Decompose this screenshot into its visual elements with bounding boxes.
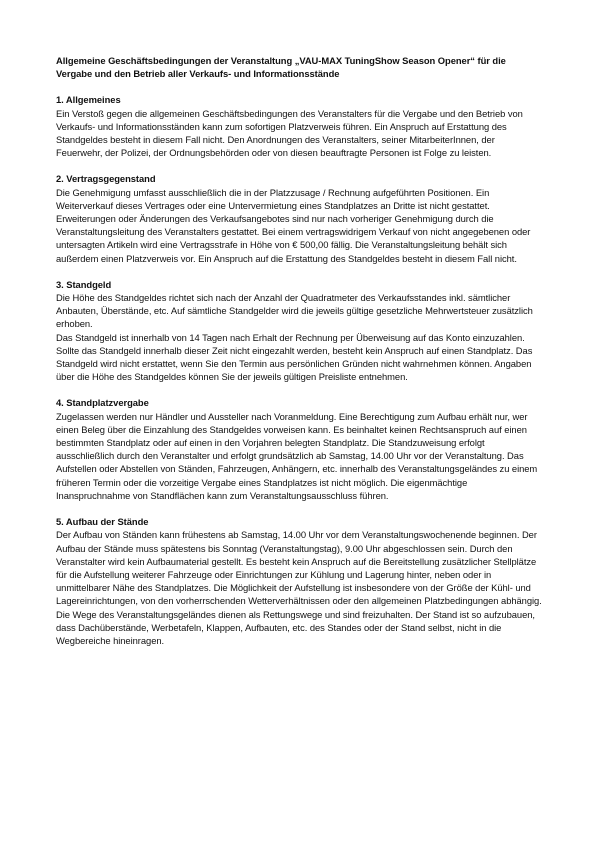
section-vertragsgegenstand [56, 172, 542, 264]
section-body [56, 107, 542, 160]
section-heading: 2. Vertragsgegenstand [56, 173, 156, 185]
section-heading: 5. Aufbau der Stände [56, 516, 149, 528]
document-page [56, 54, 542, 660]
section-body [56, 291, 542, 383]
paragraph: Das Standgeld ist innerhalb von 14 Tagen nach Erhalt der Rechnung per Überweisung auf das Konto einzuzahlen. Sollte das Standgeld innerhalb dieser Zeit nicht eingezahlt werden, besteht kein Anspruch auf einen Standplatz. Das Standgeld wird nicht erstattet, wenn Sie den Termin aus persönlichen Gründen nicht wahrnehmen können. Angaben über die Höhe des Standgeldes können Sie der jeweils gültigen Preisliste entnehmen. [56, 331, 533, 383]
paragraph: Die Höhe des Standgeldes richtet sich nach der Anzahl der Quadratmeter des Verkaufsstandes inkl. sämtlicher Anbauten, Überstände, etc. Auf sämtliche Standgelder wird die jeweils gültige gesetzliche Mehrwertsteuer zusätzlich erhoben. [56, 292, 533, 330]
section-body [56, 528, 542, 647]
section-standgeld [56, 278, 542, 384]
section-aufbau-der-staende [56, 515, 542, 647]
section-heading: 3. Standgeld [56, 278, 112, 290]
paragraph: Die Genehmigung umfasst ausschließlich die in der Platzzusage / Rechnung aufgeführten Positionen. Ein Weiterverkauf dieses Vertrages oder eine Untervermietung eines Standplatzes an Dritte ist nicht gestattet. Erweiterungen oder Änderungen des Verkaufsangebotes sind nur nach vorheriger Genehmigung durch die Veranstaltungsleitung des Veranstalters gestattet. Bei einem vertragswidrigem Verkauf von nicht angegebenen oder untersagten Artikeln wird eine Vertragsstrafe in Höhe von € 500,00 fällig. Die Veranstaltungsleitung behält sich außerdem einen Platzverweis vor. Ein Anspruch auf die Erstattung des Standgeldes besteht in diesem Fall nicht. [56, 186, 531, 264]
paragraph: Zugelassen werden nur Händler und Aussteller nach Voranmeldung. Eine Berechtigung zum Aufbau erhält nur, wer einen Beleg über die Einzahlung des Standgeldes vorweisen kann. Es beinhaltet keinen Rechtsanspruch auf einen bestimmten Standplatz oder auf einen in den Vorjahren belegten Standplatz. Die Standzuweisung erfolgt ausschließlich durch den Veranstalter und erfolgt grundsätzlich ab Samstag, 14.00 Uhr vor der Veranstaltung. Das Aufstellen oder Abstellen von Ständen, Fahrzeugen, Anhängern, etc. innerhalb des Veranstaltungsgeländes zu einem früheren Termin oder die vorzeitige Vergabe eines Standplatzes ist nicht möglich. Die eigenmächtige Inanspruchnahme von Standflächen kann zum Veranstaltungsausschluss führen. [56, 410, 538, 501]
section-body [56, 410, 542, 502]
section-heading: 1. Allgemeines [56, 94, 121, 106]
document-title: Allgemeine Geschäftsbedingungen der Veranstaltung „VAU-MAX TuningShow Season Opener“ für die Vergabe und den Betrieb aller Verkaufs- und Informationsstände [56, 55, 506, 80]
section-heading: 4. Standplatzvergabe [56, 397, 149, 409]
paragraph: Ein Verstoß gegen die allgemeinen Geschäftsbedingungen des Veranstalters für die Vergabe und den Betrieb von Verkaufs- und Informationsständen kann zum sofortigen Platzverweis führen. Ein Anspruch auf Erstattung des Standgeldes besteht in diesem Fall nicht. Den Anordnungen des Veranstalters, seiner MitarbeiterInnen, der Feuerwehr, der Polizei, der Ordnungsbehörden oder von diesen beauftragte Personen ist Folge zu leisten. [56, 107, 523, 159]
section-allgemeines [56, 93, 542, 159]
paragraph: Der Aufbau von Ständen kann frühestens ab Samstag, 14.00 Uhr vor dem Veranstaltungswochenende beginnen. Der Aufbau der Stände muss spätestens bis Sonntag (Veranstaltungstag), 9.00 Uhr abgeschlossen sein. Durch den Veranstalter wird kein Aufbaumaterial gestellt. Es besteht kein Anspruch auf die Bereitstellung zusätzlicher Stellplätze für die Aufstellung weiterer Fahrzeuge oder Einrichtungen zur Kühlung und Lagerung hinter, neben oder in unmittelbarer Nähe des Standplatzes. Die Möglichkeit der Aufstellung ist insbesondere von der Größe der Kühl- und Lagereinrichtungen, von den vorherrschenden Wetterverhältnissen oder den allgemeinen Platzbedingungen abhängig. Die Wege des Veranstaltungsgeländes dienen als Rettungswege und sind freizuhalten. Der Stand ist so aufzubauen, dass Dachüberstände, Werbetafeln, Klappen, Aufbauten, etc. des Standes oder der Stand selbst, nicht in die Wegbereiche hineinragen. [56, 529, 542, 646]
section-standplatzvergabe [56, 396, 542, 502]
section-body [56, 186, 542, 265]
